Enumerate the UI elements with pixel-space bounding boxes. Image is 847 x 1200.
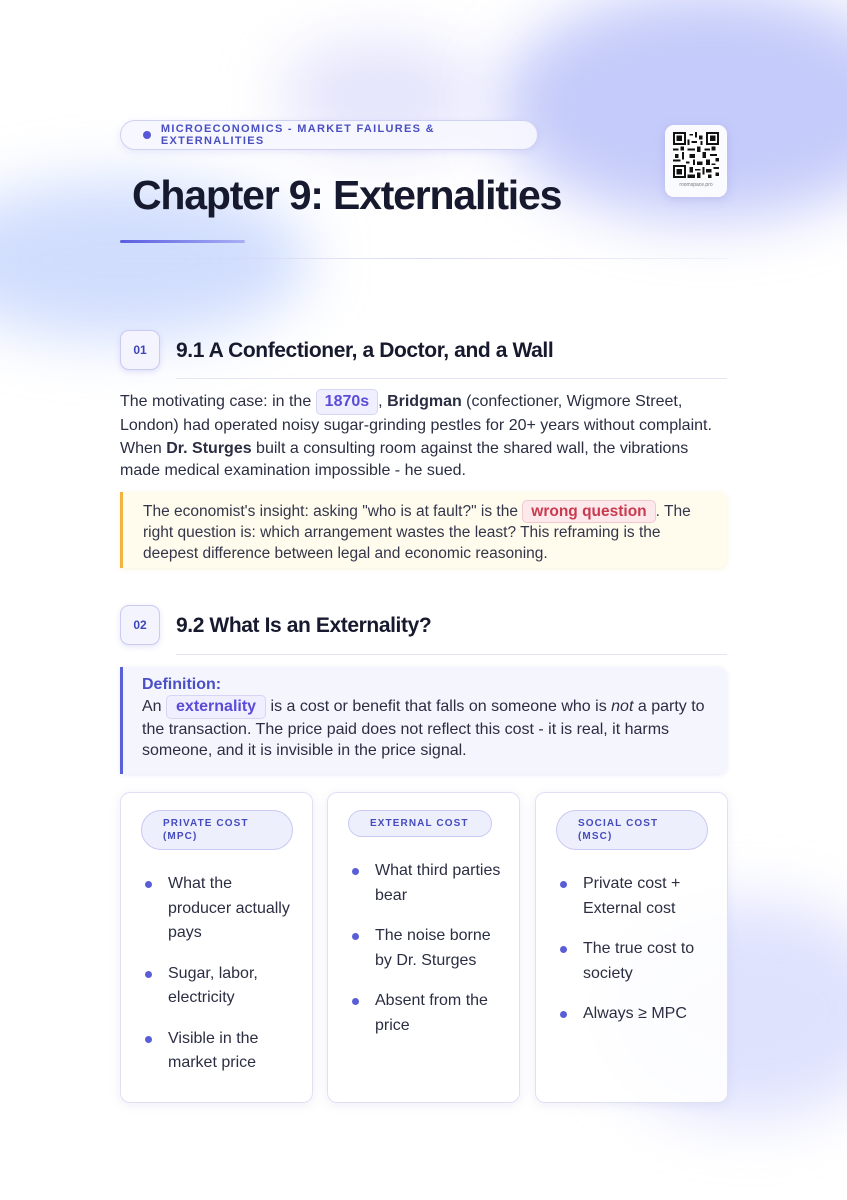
section-divider xyxy=(176,378,727,379)
card-list xyxy=(352,859,502,1038)
list-item: The true cost to society xyxy=(560,937,710,986)
section-title: 9.2 What Is an Externality? xyxy=(176,614,432,637)
section-title: 9.1 A Confectioner, a Doctor, and a Wall xyxy=(176,339,554,362)
definition-label: Definition: xyxy=(142,676,222,693)
qr-caption: roomspace.pro xyxy=(679,182,713,188)
person-name: Dr. Sturges xyxy=(166,439,252,457)
insight-text: . The right question is: which arrangement wastes the least? This reframing is the deepest difference between legal and economic reasoning. xyxy=(143,503,691,562)
section-number-badge: 01 xyxy=(120,330,160,370)
card-tag xyxy=(556,810,708,850)
list-item: Visible in the market price xyxy=(145,1027,295,1076)
card-tag-sublabel: (MSC) xyxy=(578,831,613,842)
social-cost-card xyxy=(535,792,728,1103)
card-list xyxy=(145,872,295,1076)
external-cost-card xyxy=(327,792,520,1103)
list-item: What third parties bear xyxy=(352,859,502,908)
qr-code-icon xyxy=(673,132,719,178)
list-item: Private cost + External cost xyxy=(560,872,710,921)
case-text: , xyxy=(378,393,388,410)
list-item: Absent from the price xyxy=(352,989,502,1038)
case-text: built a consulting room against the shared wall, the vibrations made medical examination impossible - he sued. xyxy=(120,439,689,479)
emphasis-word: not xyxy=(611,698,634,715)
topic-pill xyxy=(120,120,538,150)
card-list xyxy=(560,872,710,1027)
card-tag-label: EXTERNAL COST xyxy=(370,818,469,829)
definition-body: is a cost or benefit that falls on someone who is xyxy=(266,698,612,715)
definition-body: An xyxy=(142,698,162,715)
header-divider xyxy=(120,258,727,259)
card-tag-label: PRIVATE COST xyxy=(163,818,249,829)
card-tag xyxy=(141,810,293,850)
year-highlight: 1870s xyxy=(316,389,379,415)
chapter-title: Chapter 9: Externalities xyxy=(132,172,562,218)
title-accent-bar xyxy=(120,240,245,243)
term-highlight: externality xyxy=(166,695,266,719)
topic-dot-icon xyxy=(143,131,151,139)
section-divider xyxy=(176,654,727,655)
case-text: The motivating case: in the xyxy=(120,393,312,410)
list-item: The noise borne by Dr. Sturges xyxy=(352,924,502,973)
card-tag-sublabel: (MPC) xyxy=(163,831,198,842)
definition-body: a party to the transaction. The price paid does not reflect this cost - it is real, it harms someone, and it is invisible in the price signal. xyxy=(142,698,705,759)
qr-code[interactable] xyxy=(665,125,727,197)
card-tag xyxy=(348,810,492,837)
insight-text: The economist's insight: asking "who is at fault?" is the xyxy=(143,503,518,520)
definition-box xyxy=(120,667,727,774)
list-item: Always ≥ MPC xyxy=(560,1002,710,1027)
private-cost-card xyxy=(120,792,313,1103)
list-item: What the producer actually pays xyxy=(145,872,295,946)
card-tag-label: SOCIAL COST xyxy=(578,818,659,829)
section-number-badge: 02 xyxy=(120,605,160,645)
insight-callout xyxy=(120,492,727,568)
person-name: Bridgman xyxy=(387,393,462,410)
list-item: Sugar, labor, electricity xyxy=(145,962,295,1011)
topic-label: MICROECONOMICS - MARKET FAILURES & EXTERNALITIES xyxy=(160,123,435,147)
definition-text xyxy=(142,695,719,761)
case-paragraph xyxy=(120,389,727,483)
case-text: (confectioner, Wigmore Street, London) had operated noisy sugar-grinding pestles for 20+ years without complaint. When xyxy=(120,393,712,457)
wrong-question-highlight: wrong question xyxy=(522,500,655,523)
